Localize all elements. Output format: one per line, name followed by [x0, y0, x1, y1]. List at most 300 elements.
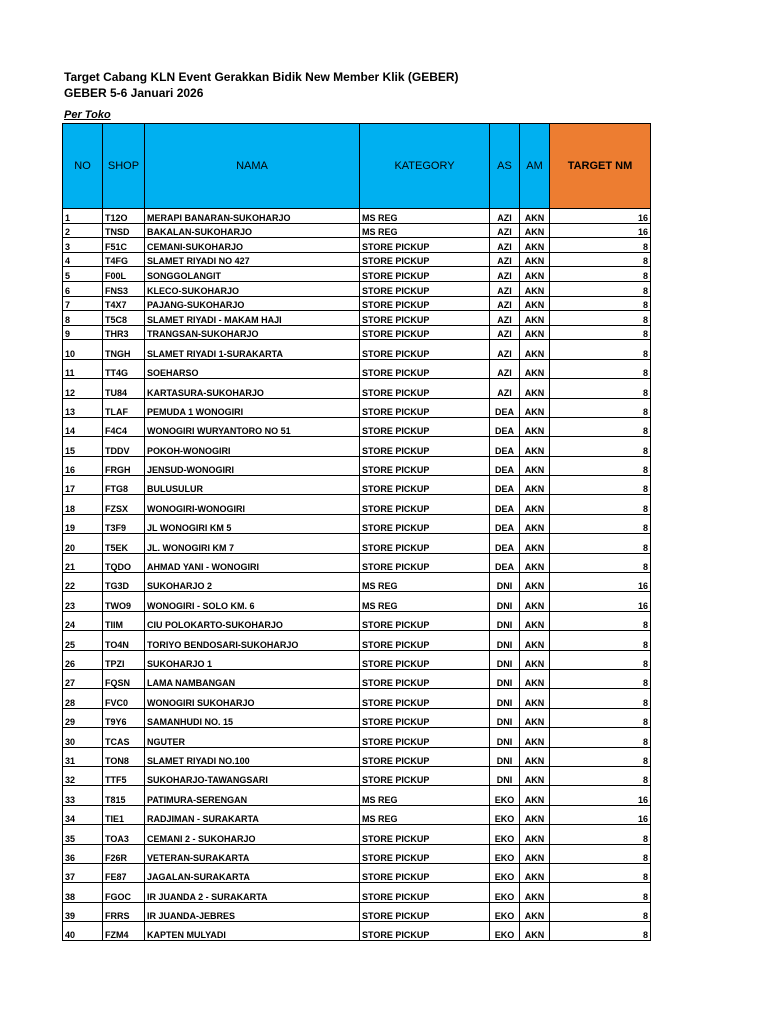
- cell-kategory: STORE PICKUP: [360, 650, 490, 669]
- cell-nama: WONOGIRI WURYANTORO NO 51: [145, 417, 360, 436]
- table-row: [63, 728, 651, 747]
- target-table: [62, 123, 651, 941]
- cell-am: AKN: [520, 747, 550, 766]
- cell-shop: FNS3: [103, 281, 145, 296]
- cell-target-nm: 8: [550, 476, 651, 495]
- cell-no: 23: [63, 592, 103, 611]
- cell-shop: FZM4: [103, 922, 145, 941]
- cell-target-nm: 8: [550, 863, 651, 882]
- cell-as: EKO: [490, 863, 520, 882]
- cell-target-nm: 8: [550, 883, 651, 902]
- cell-no: 36: [63, 844, 103, 863]
- cell-no: 27: [63, 669, 103, 688]
- cell-kategory: STORE PICKUP: [360, 417, 490, 436]
- cell-am: AKN: [520, 514, 550, 533]
- cell-as: AZI: [490, 281, 520, 296]
- cell-am: AKN: [520, 359, 550, 378]
- table-row: [63, 631, 651, 650]
- cell-as: DEA: [490, 553, 520, 572]
- table-row: [63, 805, 651, 824]
- cell-kategory: STORE PICKUP: [360, 359, 490, 378]
- cell-no: 38: [63, 883, 103, 902]
- cell-shop: FZSX: [103, 495, 145, 514]
- cell-no: 11: [63, 359, 103, 378]
- cell-as: DNI: [490, 573, 520, 592]
- cell-shop: FVC0: [103, 689, 145, 708]
- cell-nama: SLAMET RIYADI 1-SURAKARTA: [145, 340, 360, 359]
- cell-nama: IR JUANDA-JEBRES: [145, 902, 360, 921]
- cell-no: 20: [63, 534, 103, 553]
- cell-kategory: STORE PICKUP: [360, 825, 490, 844]
- table-row: [63, 825, 651, 844]
- cell-as: EKO: [490, 922, 520, 941]
- cell-target-nm: 8: [550, 844, 651, 863]
- cell-kategory: STORE PICKUP: [360, 437, 490, 456]
- cell-nama: CEMANI 2 - SUKOHARJO: [145, 825, 360, 844]
- cell-am: AKN: [520, 437, 550, 456]
- cell-no: 35: [63, 825, 103, 844]
- cell-shop: TPZI: [103, 650, 145, 669]
- cell-am: AKN: [520, 456, 550, 475]
- cell-shop: F26R: [103, 844, 145, 863]
- cell-am: AKN: [520, 592, 550, 611]
- cell-kategory: STORE PICKUP: [360, 902, 490, 921]
- table-row: [63, 650, 651, 669]
- header-am: AM: [520, 124, 550, 209]
- cell-am: AKN: [520, 534, 550, 553]
- cell-no: 4: [63, 252, 103, 267]
- cell-as: EKO: [490, 883, 520, 902]
- cell-no: 31: [63, 747, 103, 766]
- cell-shop: F4C4: [103, 417, 145, 436]
- header-shop: SHOP: [103, 124, 145, 209]
- cell-am: AKN: [520, 325, 550, 340]
- cell-target-nm: 8: [550, 252, 651, 267]
- table-row: [63, 238, 651, 253]
- table-row: [63, 456, 651, 475]
- cell-target-nm: 8: [550, 398, 651, 417]
- cell-kategory: STORE PICKUP: [360, 844, 490, 863]
- cell-as: DEA: [490, 514, 520, 533]
- cell-am: AKN: [520, 398, 550, 417]
- cell-kategory: STORE PICKUP: [360, 534, 490, 553]
- cell-target-nm: 8: [550, 766, 651, 785]
- cell-nama: KLECO-SUKOHARJO: [145, 281, 360, 296]
- cell-target-nm: 8: [550, 359, 651, 378]
- cell-kategory: STORE PICKUP: [360, 611, 490, 630]
- cell-as: EKO: [490, 805, 520, 824]
- cell-kategory: STORE PICKUP: [360, 553, 490, 572]
- cell-nama: JL WONOGIRI KM 5: [145, 514, 360, 533]
- cell-no: 2: [63, 223, 103, 238]
- cell-kategory: STORE PICKUP: [360, 325, 490, 340]
- cell-target-nm: 8: [550, 669, 651, 688]
- cell-no: 17: [63, 476, 103, 495]
- table-row: [63, 379, 651, 398]
- cell-kategory: STORE PICKUP: [360, 476, 490, 495]
- cell-kategory: STORE PICKUP: [360, 252, 490, 267]
- cell-as: AZI: [490, 379, 520, 398]
- cell-am: AKN: [520, 296, 550, 311]
- cell-kategory: STORE PICKUP: [360, 708, 490, 727]
- table-row: [63, 267, 651, 282]
- table-row: [63, 514, 651, 533]
- cell-nama: PATIMURA-SERENGAN: [145, 786, 360, 805]
- cell-nama: WONOGIRI-WONOGIRI: [145, 495, 360, 514]
- cell-am: AKN: [520, 553, 550, 572]
- table-row: [63, 922, 651, 941]
- cell-kategory: STORE PICKUP: [360, 689, 490, 708]
- cell-am: AKN: [520, 669, 550, 688]
- cell-shop: FRGH: [103, 456, 145, 475]
- cell-no: 13: [63, 398, 103, 417]
- cell-nama: SONGGOLANGIT: [145, 267, 360, 282]
- cell-nama: PEMUDA 1 WONOGIRI: [145, 398, 360, 417]
- cell-no: 15: [63, 437, 103, 456]
- cell-am: AKN: [520, 223, 550, 238]
- cell-shop: THR3: [103, 325, 145, 340]
- cell-am: AKN: [520, 863, 550, 882]
- cell-nama: SLAMET RIYADI NO.100: [145, 747, 360, 766]
- cell-am: AKN: [520, 902, 550, 921]
- cell-shop: F00L: [103, 267, 145, 282]
- cell-shop: T4FG: [103, 252, 145, 267]
- cell-shop: TWO9: [103, 592, 145, 611]
- cell-as: DNI: [490, 631, 520, 650]
- cell-no: 40: [63, 922, 103, 941]
- cell-nama: RADJIMAN - SURAKARTA: [145, 805, 360, 824]
- cell-am: AKN: [520, 825, 550, 844]
- cell-shop: T12O: [103, 209, 145, 224]
- cell-nama: SUKOHARJO-TAWANGSARI: [145, 766, 360, 785]
- cell-nama: POKOH-WONOGIRI: [145, 437, 360, 456]
- cell-no: 3: [63, 238, 103, 253]
- cell-no: 22: [63, 573, 103, 592]
- cell-nama: TRANGSAN-SUKOHARJO: [145, 325, 360, 340]
- cell-target-nm: 8: [550, 340, 651, 359]
- cell-no: 30: [63, 728, 103, 747]
- table-row: [63, 296, 651, 311]
- cell-nama: SLAMET RIYADI - MAKAM HAJI: [145, 311, 360, 326]
- cell-nama: JENSUD-WONOGIRI: [145, 456, 360, 475]
- cell-nama: WONOGIRI - SOLO KM. 6: [145, 592, 360, 611]
- cell-nama: CEMANI-SUKOHARJO: [145, 238, 360, 253]
- header-nama: NAMA: [145, 124, 360, 209]
- cell-am: AKN: [520, 209, 550, 224]
- table-row: [63, 863, 651, 882]
- cell-kategory: STORE PICKUP: [360, 281, 490, 296]
- cell-target-nm: 16: [550, 805, 651, 824]
- cell-target-nm: 8: [550, 311, 651, 326]
- cell-as: DNI: [490, 708, 520, 727]
- cell-target-nm: 16: [550, 573, 651, 592]
- cell-am: AKN: [520, 844, 550, 863]
- cell-as: AZI: [490, 340, 520, 359]
- cell-as: DEA: [490, 456, 520, 475]
- cell-nama: LAMA NAMBANGAN: [145, 669, 360, 688]
- cell-am: AKN: [520, 476, 550, 495]
- table-row: [63, 883, 651, 902]
- cell-as: DNI: [490, 766, 520, 785]
- cell-shop: T5EK: [103, 534, 145, 553]
- table-row: [63, 747, 651, 766]
- cell-kategory: STORE PICKUP: [360, 296, 490, 311]
- cell-no: 8: [63, 311, 103, 326]
- cell-no: 29: [63, 708, 103, 727]
- cell-target-nm: 8: [550, 747, 651, 766]
- cell-shop: F51C: [103, 238, 145, 253]
- table-row: [63, 437, 651, 456]
- cell-shop: TIE1: [103, 805, 145, 824]
- cell-no: 24: [63, 611, 103, 630]
- cell-shop: TQDO: [103, 553, 145, 572]
- cell-am: AKN: [520, 573, 550, 592]
- cell-kategory: STORE PICKUP: [360, 922, 490, 941]
- table-row: [63, 359, 651, 378]
- table-row: [63, 708, 651, 727]
- cell-no: 37: [63, 863, 103, 882]
- cell-shop: TO4N: [103, 631, 145, 650]
- cell-am: AKN: [520, 238, 550, 253]
- cell-target-nm: 8: [550, 902, 651, 921]
- cell-am: AKN: [520, 611, 550, 630]
- cell-kategory: STORE PICKUP: [360, 514, 490, 533]
- cell-shop: TTF5: [103, 766, 145, 785]
- cell-shop: T9Y6: [103, 708, 145, 727]
- cell-target-nm: 8: [550, 417, 651, 436]
- cell-no: 7: [63, 296, 103, 311]
- cell-target-nm: 8: [550, 534, 651, 553]
- table-row: [63, 417, 651, 436]
- cell-am: AKN: [520, 805, 550, 824]
- cell-nama: WONOGIRI SUKOHARJO: [145, 689, 360, 708]
- cell-kategory: STORE PICKUP: [360, 267, 490, 282]
- cell-as: EKO: [490, 902, 520, 921]
- cell-nama: TORIYO BENDOSARI-SUKOHARJO: [145, 631, 360, 650]
- cell-target-nm: 8: [550, 650, 651, 669]
- table-row: [63, 495, 651, 514]
- cell-as: EKO: [490, 825, 520, 844]
- cell-no: 32: [63, 766, 103, 785]
- cell-no: 12: [63, 379, 103, 398]
- cell-as: AZI: [490, 209, 520, 224]
- cell-shop: FGOC: [103, 883, 145, 902]
- table-row: [63, 325, 651, 340]
- cell-nama: SLAMET RIYADI NO 427: [145, 252, 360, 267]
- cell-as: DEA: [490, 437, 520, 456]
- cell-shop: FQSN: [103, 669, 145, 688]
- cell-as: EKO: [490, 786, 520, 805]
- cell-nama: AHMAD YANI - WONOGIRI: [145, 553, 360, 572]
- cell-am: AKN: [520, 417, 550, 436]
- cell-no: 6: [63, 281, 103, 296]
- cell-no: 33: [63, 786, 103, 805]
- cell-nama: NGUTER: [145, 728, 360, 747]
- table-row: [63, 209, 651, 224]
- header-kategory: KATEGORY: [360, 124, 490, 209]
- section-label: Per Toko: [64, 109, 111, 121]
- cell-no: 19: [63, 514, 103, 533]
- cell-kategory: STORE PICKUP: [360, 747, 490, 766]
- cell-am: AKN: [520, 708, 550, 727]
- cell-am: AKN: [520, 766, 550, 785]
- cell-kategory: MS REG: [360, 786, 490, 805]
- cell-target-nm: 8: [550, 325, 651, 340]
- cell-shop: TIIM: [103, 611, 145, 630]
- cell-am: AKN: [520, 650, 550, 669]
- cell-kategory: STORE PICKUP: [360, 379, 490, 398]
- cell-as: AZI: [490, 325, 520, 340]
- cell-kategory: STORE PICKUP: [360, 728, 490, 747]
- cell-kategory: STORE PICKUP: [360, 238, 490, 253]
- cell-no: 28: [63, 689, 103, 708]
- cell-target-nm: 8: [550, 238, 651, 253]
- cell-shop: FRRS: [103, 902, 145, 921]
- cell-shop: TT4G: [103, 359, 145, 378]
- cell-no: 16: [63, 456, 103, 475]
- table-row: [63, 573, 651, 592]
- cell-shop: TOA3: [103, 825, 145, 844]
- cell-no: 21: [63, 553, 103, 572]
- cell-am: AKN: [520, 281, 550, 296]
- cell-target-nm: 8: [550, 514, 651, 533]
- cell-as: DNI: [490, 689, 520, 708]
- cell-no: 10: [63, 340, 103, 359]
- cell-am: AKN: [520, 922, 550, 941]
- cell-shop: TON8: [103, 747, 145, 766]
- table-row: [63, 534, 651, 553]
- cell-target-nm: 8: [550, 379, 651, 398]
- cell-kategory: STORE PICKUP: [360, 669, 490, 688]
- cell-shop: FTG8: [103, 476, 145, 495]
- cell-target-nm: 8: [550, 296, 651, 311]
- cell-as: DNI: [490, 611, 520, 630]
- cell-as: AZI: [490, 296, 520, 311]
- cell-shop: TNGH: [103, 340, 145, 359]
- cell-am: AKN: [520, 631, 550, 650]
- cell-am: AKN: [520, 267, 550, 282]
- cell-as: AZI: [490, 252, 520, 267]
- cell-kategory: STORE PICKUP: [360, 631, 490, 650]
- cell-nama: SUKOHARJO 1: [145, 650, 360, 669]
- cell-as: DEA: [490, 534, 520, 553]
- header-no: NO: [63, 124, 103, 209]
- cell-no: 18: [63, 495, 103, 514]
- cell-shop: T3F9: [103, 514, 145, 533]
- cell-as: DNI: [490, 650, 520, 669]
- table-row: [63, 689, 651, 708]
- cell-kategory: STORE PICKUP: [360, 863, 490, 882]
- cell-nama: KARTASURA-SUKOHARJO: [145, 379, 360, 398]
- cell-no: 14: [63, 417, 103, 436]
- cell-target-nm: 8: [550, 456, 651, 475]
- cell-shop: TCAS: [103, 728, 145, 747]
- header-as: AS: [490, 124, 520, 209]
- cell-am: AKN: [520, 379, 550, 398]
- cell-no: 26: [63, 650, 103, 669]
- table-row: [63, 766, 651, 785]
- table-row: [63, 281, 651, 296]
- cell-as: AZI: [490, 311, 520, 326]
- cell-target-nm: 8: [550, 281, 651, 296]
- cell-nama: JAGALAN-SURAKARTA: [145, 863, 360, 882]
- cell-target-nm: 8: [550, 708, 651, 727]
- cell-nama: PAJANG-SUKOHARJO: [145, 296, 360, 311]
- cell-kategory: STORE PICKUP: [360, 883, 490, 902]
- table-row: [63, 844, 651, 863]
- table-row: [63, 340, 651, 359]
- cell-am: AKN: [520, 883, 550, 902]
- table-row: [63, 902, 651, 921]
- table-row: [63, 252, 651, 267]
- cell-no: 25: [63, 631, 103, 650]
- cell-kategory: MS REG: [360, 592, 490, 611]
- document-event-date: GEBER 5-6 Januari 2026: [64, 86, 204, 100]
- cell-kategory: MS REG: [360, 223, 490, 238]
- table-row: [63, 669, 651, 688]
- cell-as: DEA: [490, 398, 520, 417]
- cell-kategory: STORE PICKUP: [360, 340, 490, 359]
- cell-nama: KAPTEN MULYADI: [145, 922, 360, 941]
- cell-am: AKN: [520, 786, 550, 805]
- cell-nama: IR JUANDA 2 - SURAKARTA: [145, 883, 360, 902]
- cell-no: 34: [63, 805, 103, 824]
- cell-nama: CIU POLOKARTO-SUKOHARJO: [145, 611, 360, 630]
- cell-am: AKN: [520, 340, 550, 359]
- cell-as: AZI: [490, 359, 520, 378]
- cell-nama: MERAPI BANARAN-SUKOHARJO: [145, 209, 360, 224]
- header-target-nm: TARGET NM: [550, 124, 651, 209]
- cell-shop: T5C8: [103, 311, 145, 326]
- cell-kategory: STORE PICKUP: [360, 311, 490, 326]
- table-row: [63, 786, 651, 805]
- cell-no: 9: [63, 325, 103, 340]
- cell-shop: FE87: [103, 863, 145, 882]
- cell-target-nm: 8: [550, 553, 651, 572]
- table-row: [63, 311, 651, 326]
- cell-target-nm: 8: [550, 689, 651, 708]
- table-row: [63, 398, 651, 417]
- cell-am: AKN: [520, 252, 550, 267]
- cell-kategory: STORE PICKUP: [360, 456, 490, 475]
- cell-as: DEA: [490, 495, 520, 514]
- cell-no: 1: [63, 209, 103, 224]
- cell-as: AZI: [490, 223, 520, 238]
- cell-target-nm: 8: [550, 437, 651, 456]
- cell-shop: T4X7: [103, 296, 145, 311]
- cell-shop: T815: [103, 786, 145, 805]
- cell-as: DNI: [490, 669, 520, 688]
- table-row: [63, 611, 651, 630]
- cell-shop: TLAF: [103, 398, 145, 417]
- cell-nama: SOEHARSO: [145, 359, 360, 378]
- cell-kategory: MS REG: [360, 209, 490, 224]
- cell-shop: TDDV: [103, 437, 145, 456]
- cell-no: 5: [63, 267, 103, 282]
- cell-nama: VETERAN-SURAKARTA: [145, 844, 360, 863]
- cell-kategory: STORE PICKUP: [360, 495, 490, 514]
- cell-as: DNI: [490, 728, 520, 747]
- cell-shop: TNSD: [103, 223, 145, 238]
- cell-target-nm: 8: [550, 267, 651, 282]
- cell-nama: SUKOHARJO 2: [145, 573, 360, 592]
- cell-kategory: MS REG: [360, 805, 490, 824]
- cell-target-nm: 16: [550, 223, 651, 238]
- cell-target-nm: 8: [550, 611, 651, 630]
- cell-as: DEA: [490, 476, 520, 495]
- cell-am: AKN: [520, 311, 550, 326]
- cell-shop: TU84: [103, 379, 145, 398]
